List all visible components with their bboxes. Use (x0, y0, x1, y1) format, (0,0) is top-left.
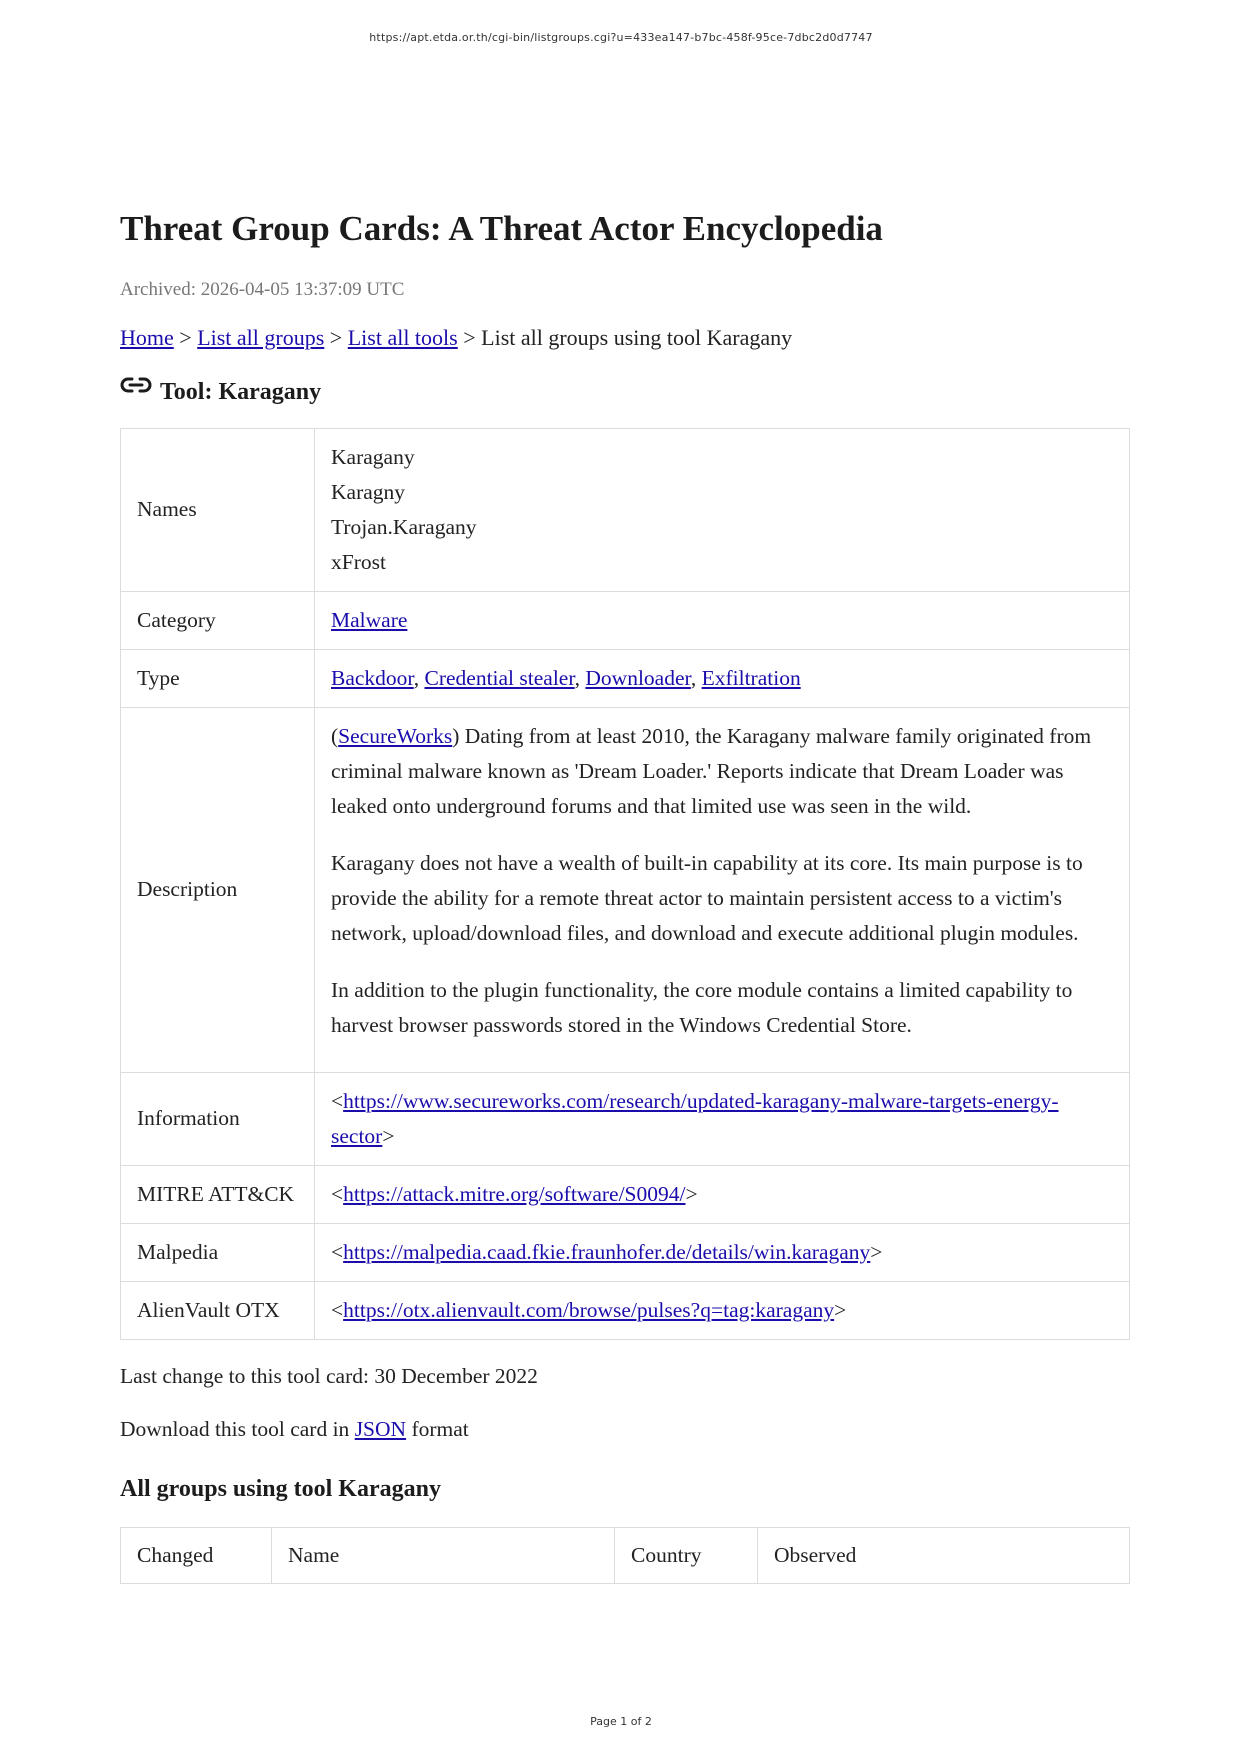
breadcrumb-separator: > (457, 324, 482, 350)
description-row (121, 707, 1130, 1072)
otx-label: AlienVault OTX (121, 1281, 315, 1339)
description-paragraph: In addition to the plugin functionality, the core module contains a limited capability to harvest browser passwords stored in the Windows Credential Store. (331, 977, 1073, 1037)
breadcrumb (120, 325, 1130, 351)
angle-close: > (834, 1297, 847, 1322)
main-content (120, 210, 1130, 1584)
page-title: Threat Group Cards: A Threat Actor Encyclopedia (120, 209, 883, 248)
malpedia-link[interactable]: https://malpedia.caad.fkie.fraunhofer.de/details/win.karagany (343, 1239, 871, 1264)
download-suffix: format (406, 1416, 469, 1441)
json-download-link[interactable]: JSON (354, 1416, 407, 1441)
breadcrumb-home-link[interactable]: Home (120, 324, 174, 350)
category-link[interactable]: Malware (331, 607, 408, 632)
download-prefix: Download this tool card in (120, 1416, 355, 1441)
malpedia-value (315, 1223, 1130, 1281)
name-item: Karagny (331, 479, 406, 504)
page-url-header: https://apt.etda.or.th/cgi-bin/listgroups.cgi?u=433ea147-b7bc-458f-95ce-7dbc2d0d7747 (369, 31, 873, 44)
information-label: Information (121, 1072, 315, 1165)
names-row (121, 428, 1130, 591)
mitre-value (315, 1165, 1130, 1223)
angle-close: > (685, 1181, 698, 1206)
mitre-label: MITRE ATT&CK (121, 1165, 315, 1223)
malpedia-row (121, 1223, 1130, 1281)
information-row (121, 1072, 1130, 1165)
column-header-name: Name (272, 1527, 615, 1583)
angle-open: < (331, 1239, 344, 1264)
malpedia-label: Malpedia (121, 1223, 315, 1281)
angle-open: < (331, 1181, 344, 1206)
groups-table (120, 1527, 1130, 1584)
description-paragraph (331, 719, 1113, 824)
groups-header-row (121, 1527, 1130, 1583)
category-label: Category (121, 591, 315, 649)
type-link-backdoor[interactable]: Backdoor (331, 665, 414, 690)
column-header-changed: Changed (121, 1527, 272, 1583)
mitre-row (121, 1165, 1130, 1223)
mitre-link[interactable]: https://attack.mitre.org/software/S0094/ (343, 1181, 686, 1206)
page-number: Page 1 of 2 (590, 1715, 652, 1728)
name-item: xFrost (331, 549, 386, 574)
paren-open: ( (331, 723, 339, 748)
category-row (121, 591, 1130, 649)
otx-row (121, 1281, 1130, 1339)
information-link[interactable]: https://www.secureworks.com/research/updated-karagany-malware-targets-energy-sector (331, 1088, 1059, 1148)
tool-heading (120, 379, 1130, 406)
angle-open: < (331, 1297, 344, 1322)
breadcrumb-separator: > (324, 324, 348, 350)
description-paragraph: Karagany does not have a wealth of built-in capability at its core. Its main purpose is to provide the ability for a remote threat actor to maintain persistent access to a victim's network, upload/download files, and download and execute additional plugin modules. (331, 850, 1083, 945)
names-value (315, 428, 1130, 591)
breadcrumb-all-tools-link[interactable]: List all tools (347, 324, 458, 350)
description-label: Description (121, 707, 315, 1072)
name-item: Karagany (331, 444, 415, 469)
description-value (315, 707, 1130, 1072)
column-header-country: Country (615, 1527, 758, 1583)
groups-heading: All groups using tool Karagany (120, 1475, 441, 1502)
otx-link[interactable]: https://otx.alienvault.com/browse/pulses?q=tag:karagany (343, 1297, 835, 1322)
tool-heading-text: Tool: Karagany (160, 378, 322, 405)
breadcrumb-all-groups-link[interactable]: List all groups (197, 324, 325, 350)
archived-timestamp: Archived: 2026-04-05 13:37:09 UTC (120, 278, 405, 300)
last-change-text: Last change to this tool card: 30 December 2022 (120, 1363, 538, 1388)
names-label: Names (121, 428, 315, 591)
column-header-observed: Observed (758, 1527, 1130, 1583)
type-link-credential-stealer[interactable]: Credential stealer (424, 665, 575, 690)
type-value (315, 649, 1130, 707)
type-separator: , (574, 665, 586, 690)
type-link-downloader[interactable]: Downloader (585, 665, 691, 690)
description-text: ) Dating from at least 2010, the Karagany malware family originated from criminal malware known as 'Dream Loader.' Reports indicate that Dream Loader was leaked onto underground forums and that limited use was seen in the wild. (331, 723, 1092, 818)
otx-value (315, 1281, 1130, 1339)
type-row (121, 649, 1130, 707)
link-icon (120, 375, 152, 395)
category-value (315, 591, 1130, 649)
breadcrumb-current: List all groups using tool Karagany (481, 324, 793, 350)
type-label: Type (121, 649, 315, 707)
type-link-exfiltration[interactable]: Exfiltration (701, 665, 801, 690)
secureworks-source-link[interactable]: SecureWorks (338, 723, 453, 748)
type-separator: , (413, 665, 425, 690)
type-separator: , (690, 665, 702, 690)
download-line (120, 1417, 1130, 1442)
breadcrumb-separator: > (173, 324, 198, 350)
angle-open: < (331, 1088, 344, 1113)
information-value (315, 1072, 1130, 1165)
angle-close: > (382, 1123, 395, 1148)
name-item: Trojan.Karagany (331, 514, 477, 539)
angle-close: > (870, 1239, 883, 1264)
tool-card-table (120, 428, 1130, 1340)
